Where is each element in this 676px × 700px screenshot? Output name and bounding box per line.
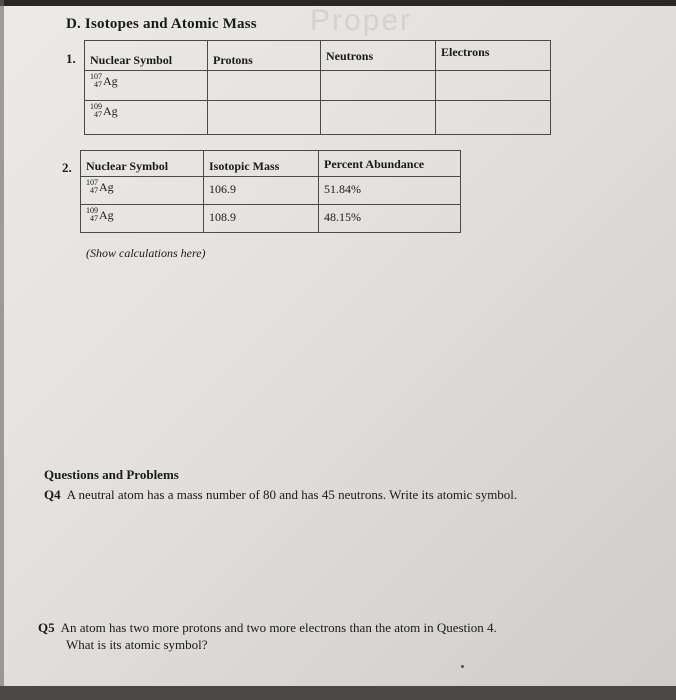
atomic-number: 47 — [90, 186, 98, 196]
header-isotopic-mass: Isotopic Mass — [204, 151, 319, 177]
electrons-cell[interactable] — [436, 71, 551, 101]
table-header-row — [85, 41, 551, 71]
element-symbol: Ag — [99, 208, 114, 223]
neutrons-cell[interactable] — [321, 71, 436, 101]
nuclear-symbol-cell — [81, 205, 204, 233]
table-row — [81, 205, 461, 233]
header-percent-abundance: Percent Abundance — [319, 151, 461, 177]
mass-number: 107 — [86, 178, 98, 188]
nuclear-symbol-cell — [81, 177, 204, 205]
nuclear-symbol — [90, 103, 118, 119]
question-4-text: A neutral atom has a mass number of 80 and has 45 neutrons. Write its atomic symbol. — [66, 487, 518, 502]
element-symbol: Ag — [103, 74, 118, 89]
question-5-label: Q5 — [38, 620, 55, 635]
nuclear-symbol — [86, 207, 114, 223]
element-symbol: Ag — [99, 180, 114, 195]
mass-number: 109 — [90, 102, 102, 112]
atomic-number: 47 — [94, 80, 102, 90]
question-5 — [38, 619, 497, 653]
table-header-row — [81, 151, 461, 177]
questions-heading: Questions and Problems — [44, 467, 179, 482]
nuclear-symbol-cell — [85, 101, 208, 135]
isotopic-mass-cell: 106.9 — [204, 177, 319, 205]
photo-edge-left — [0, 0, 4, 700]
question-4-label: Q4 — [44, 487, 61, 502]
photo-edge-bottom — [0, 686, 676, 700]
question-5-line1: An atom has two more protons and two more electrons than the atom in Question 4. — [60, 620, 497, 635]
isotope-table-1 — [84, 40, 551, 135]
header-nuclear-symbol: Nuclear Symbol — [81, 151, 204, 177]
show-calculations-note: (Show calculations here) — [86, 246, 206, 260]
header-neutrons: Neutrons — [321, 41, 436, 71]
isotopic-mass-cell: 108.9 — [204, 205, 319, 233]
protons-cell[interactable] — [208, 71, 321, 101]
atomic-number: 47 — [90, 214, 98, 224]
nuclear-symbol-cell — [85, 71, 208, 101]
table-row — [81, 177, 461, 205]
atomic-number: 47 — [94, 110, 102, 120]
question-4 — [44, 487, 517, 503]
paper-speck — [461, 665, 464, 668]
element-symbol: Ag — [103, 104, 118, 119]
electrons-cell[interactable] — [436, 101, 551, 135]
section-title: D. Isotopes and Atomic Mass — [66, 16, 257, 32]
table2-number: 2. — [62, 160, 72, 175]
isotope-table-2 — [80, 150, 461, 233]
mass-number: 109 — [86, 206, 98, 216]
neutrons-cell[interactable] — [321, 101, 436, 135]
nuclear-symbol — [90, 73, 118, 89]
table1-number: 1. — [66, 51, 76, 66]
abundance-cell: 51.84% — [319, 177, 461, 205]
nuclear-symbol — [86, 179, 114, 195]
question-5-line2: What is its atomic symbol? — [66, 637, 208, 652]
header-protons: Protons — [208, 41, 321, 71]
table-row — [85, 101, 551, 135]
header-electrons: Electrons — [436, 41, 551, 71]
table-row — [85, 71, 551, 101]
show-through-text: Proper — [310, 4, 413, 37]
abundance-cell: 48.15% — [319, 205, 461, 233]
mass-number: 107 — [90, 72, 102, 82]
protons-cell[interactable] — [208, 101, 321, 135]
header-nuclear-symbol: Nuclear Symbol — [85, 41, 208, 71]
